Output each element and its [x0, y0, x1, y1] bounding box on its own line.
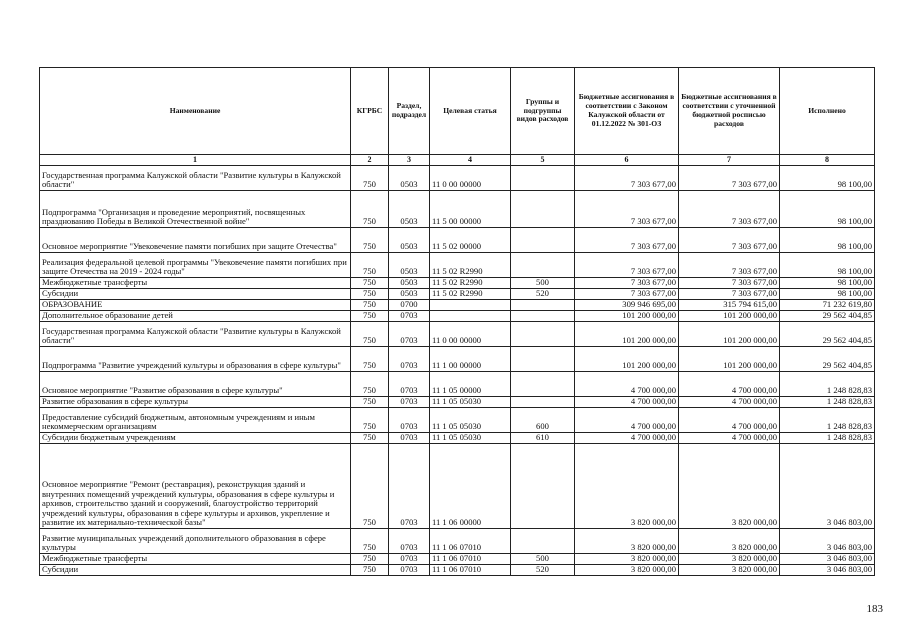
cell-law: 7 303 677,00	[575, 278, 679, 289]
cell-refined: 7 303 677,00	[679, 289, 780, 300]
table-row	[40, 444, 875, 529]
cell-group: 520	[511, 565, 575, 576]
cell-section: 0503	[389, 228, 430, 253]
cell-law: 101 200 000,00	[575, 347, 679, 372]
cell-section: 0703	[389, 554, 430, 565]
cell-executed: 3 046 803,00	[780, 565, 875, 576]
cell-section: 0503	[389, 166, 430, 191]
cell-section: 0703	[389, 372, 430, 397]
cell-section: 0703	[389, 444, 430, 529]
header-refined: Бюджетные ассигнования в соответствии с уточненной бюджетной росписью расходов	[679, 68, 780, 155]
table-row	[40, 300, 875, 311]
cell-section: 0503	[389, 278, 430, 289]
cell-target: 11 1 06 00000	[430, 444, 511, 529]
cell-target: 11 1 05 05030	[430, 408, 511, 433]
cell-law: 3 820 000,00	[575, 444, 679, 529]
cell-name: Предоставление субсидий бюджетным, автономным учреждениям и иным некоммерческим организациям	[40, 408, 351, 433]
column-number: 4	[430, 155, 511, 166]
cell-name: Субсидии	[40, 289, 351, 300]
column-number: 6	[575, 155, 679, 166]
cell-refined: 7 303 677,00	[679, 253, 780, 278]
cell-section: 0703	[389, 565, 430, 576]
table-row	[40, 166, 875, 191]
cell-law: 7 303 677,00	[575, 228, 679, 253]
table-row	[40, 311, 875, 322]
cell-group	[511, 300, 575, 311]
cell-law: 7 303 677,00	[575, 253, 679, 278]
cell-executed: 98 100,00	[780, 166, 875, 191]
cell-name: Подпрограмма "Организация и проведение мероприятий, посвященных празднованию Победы в Великой Отечественной войне"	[40, 191, 351, 228]
table-row	[40, 289, 875, 300]
cell-target: 11 1 06 07010	[430, 529, 511, 554]
cell-group	[511, 166, 575, 191]
cell-executed: 98 100,00	[780, 289, 875, 300]
cell-target: 11 0 00 00000	[430, 322, 511, 347]
cell-law: 7 303 677,00	[575, 166, 679, 191]
cell-kgrbs: 750	[351, 166, 389, 191]
cell-refined: 101 200 000,00	[679, 311, 780, 322]
cell-law: 4 700 000,00	[575, 433, 679, 444]
cell-group	[511, 347, 575, 372]
cell-law: 101 200 000,00	[575, 311, 679, 322]
cell-executed: 1 248 828,83	[780, 372, 875, 397]
cell-refined: 7 303 677,00	[679, 166, 780, 191]
cell-kgrbs: 750	[351, 433, 389, 444]
table-row	[40, 278, 875, 289]
table-row	[40, 253, 875, 278]
header-executed: Исполнено	[780, 68, 875, 155]
cell-name: Основное мероприятие "Развитие образования в сфере культуры"	[40, 372, 351, 397]
table-row	[40, 397, 875, 408]
cell-target	[430, 311, 511, 322]
column-number: 1	[40, 155, 351, 166]
cell-section: 0703	[389, 322, 430, 347]
cell-kgrbs: 750	[351, 278, 389, 289]
cell-group	[511, 372, 575, 397]
cell-name: Государственная программа Калужской области "Развитие культуры в Калужской области"	[40, 166, 351, 191]
cell-law: 3 820 000,00	[575, 565, 679, 576]
cell-kgrbs: 750	[351, 191, 389, 228]
table-row	[40, 529, 875, 554]
cell-executed: 29 562 404,85	[780, 322, 875, 347]
cell-group	[511, 322, 575, 347]
cell-executed: 71 232 619,80	[780, 300, 875, 311]
header-section: Раздел, подраздел	[389, 68, 430, 155]
cell-refined: 4 700 000,00	[679, 397, 780, 408]
cell-section: 0703	[389, 397, 430, 408]
cell-name: Основное мероприятие "Увековечение памяти погибших при защите Отечества"	[40, 228, 351, 253]
cell-section: 0703	[389, 408, 430, 433]
cell-law: 7 303 677,00	[575, 191, 679, 228]
cell-name: Межбюджетные трансферты	[40, 554, 351, 565]
cell-refined: 7 303 677,00	[679, 278, 780, 289]
cell-section: 0703	[389, 311, 430, 322]
cell-group: 520	[511, 289, 575, 300]
cell-refined: 315 794 615,00	[679, 300, 780, 311]
cell-kgrbs: 750	[351, 565, 389, 576]
budget-table	[39, 67, 875, 576]
cell-kgrbs: 750	[351, 554, 389, 565]
cell-kgrbs: 750	[351, 253, 389, 278]
cell-refined: 4 700 000,00	[679, 372, 780, 397]
header-kgrbs: КГРБС	[351, 68, 389, 155]
cell-executed: 98 100,00	[780, 253, 875, 278]
cell-executed: 29 562 404,85	[780, 347, 875, 372]
header-row	[40, 68, 875, 155]
table-body	[40, 166, 875, 576]
header-name: Наименование	[40, 68, 351, 155]
cell-section: 0703	[389, 347, 430, 372]
page-number: 183	[866, 603, 883, 615]
cell-kgrbs: 750	[351, 408, 389, 433]
column-number: 7	[679, 155, 780, 166]
column-number: 2	[351, 155, 389, 166]
cell-refined: 101 200 000,00	[679, 347, 780, 372]
cell-executed: 1 248 828,83	[780, 397, 875, 408]
cell-target: 11 1 05 00000	[430, 372, 511, 397]
cell-law: 101 200 000,00	[575, 322, 679, 347]
header-law: Бюджетные ассигнования в соответствии с Законом Калужской области от 01.12.2022 № 301-ОЗ	[575, 68, 679, 155]
cell-name: Дополнительное образование детей	[40, 311, 351, 322]
cell-law: 3 820 000,00	[575, 554, 679, 565]
cell-section: 0503	[389, 191, 430, 228]
cell-target: 11 5 02 R2990	[430, 278, 511, 289]
cell-target: 11 0 00 00000	[430, 166, 511, 191]
cell-kgrbs: 750	[351, 397, 389, 408]
table-row	[40, 433, 875, 444]
cell-name: ОБРАЗОВАНИЕ	[40, 300, 351, 311]
cell-law: 4 700 000,00	[575, 372, 679, 397]
cell-name: Межбюджетные трансферты	[40, 278, 351, 289]
cell-law: 4 700 000,00	[575, 397, 679, 408]
cell-law: 7 303 677,00	[575, 289, 679, 300]
cell-executed: 3 046 803,00	[780, 554, 875, 565]
cell-section: 0700	[389, 300, 430, 311]
cell-kgrbs: 750	[351, 228, 389, 253]
cell-kgrbs: 750	[351, 372, 389, 397]
cell-group	[511, 311, 575, 322]
cell-group	[511, 529, 575, 554]
cell-name: Субсидии бюджетным учреждениям	[40, 433, 351, 444]
header-group: Группы и подгруппы видов расходов	[511, 68, 575, 155]
cell-target: 11 1 06 07010	[430, 565, 511, 576]
table-row	[40, 372, 875, 397]
table-row	[40, 408, 875, 433]
column-number-row	[40, 155, 875, 166]
cell-kgrbs: 750	[351, 444, 389, 529]
cell-group: 610	[511, 433, 575, 444]
cell-executed: 98 100,00	[780, 278, 875, 289]
cell-group: 500	[511, 278, 575, 289]
cell-name: Развитие муниципальных учреждений дополнительного образования в сфере культуры	[40, 529, 351, 554]
cell-target: 11 5 02 R2990	[430, 289, 511, 300]
cell-name: Реализация федеральной целевой программы "Увековечение памяти погибших при защите Отечества на 2019 - 2024 годы"	[40, 253, 351, 278]
cell-name: Подпрограмма "Развитие учреждений культуры и образования в сфере культуры"	[40, 347, 351, 372]
cell-name: Субсидии	[40, 565, 351, 576]
column-number: 8	[780, 155, 875, 166]
cell-refined: 4 700 000,00	[679, 408, 780, 433]
cell-law: 309 946 695,00	[575, 300, 679, 311]
cell-target: 11 1 00 00000	[430, 347, 511, 372]
cell-refined: 3 820 000,00	[679, 565, 780, 576]
cell-target: 11 5 02 00000	[430, 228, 511, 253]
cell-kgrbs: 750	[351, 347, 389, 372]
cell-group	[511, 191, 575, 228]
cell-kgrbs: 750	[351, 529, 389, 554]
table-row	[40, 554, 875, 565]
cell-kgrbs: 750	[351, 300, 389, 311]
cell-name: Основное мероприятие "Ремонт (реставрация), реконструкция зданий и внутренних помещений учреждений культуры, образования в сфере культуры и архивов, строительство зданий и сооружений, благоустройство территорий учреждений культуры, образования в сфере культуры и архивов, укрепление и развитие их материально-технической базы"	[40, 444, 351, 529]
cell-section: 0703	[389, 529, 430, 554]
table-row	[40, 191, 875, 228]
header-target: Целевая статья	[430, 68, 511, 155]
cell-executed: 1 248 828,83	[780, 408, 875, 433]
cell-group	[511, 253, 575, 278]
cell-refined: 3 820 000,00	[679, 554, 780, 565]
column-number: 5	[511, 155, 575, 166]
table-row	[40, 228, 875, 253]
cell-target: 11 1 05 05030	[430, 433, 511, 444]
cell-group	[511, 397, 575, 408]
table-row	[40, 322, 875, 347]
cell-target: 11 1 05 05030	[430, 397, 511, 408]
cell-law: 3 820 000,00	[575, 529, 679, 554]
cell-executed: 1 248 828,83	[780, 433, 875, 444]
column-number: 3	[389, 155, 430, 166]
cell-section: 0503	[389, 253, 430, 278]
cell-refined: 3 820 000,00	[679, 529, 780, 554]
cell-executed: 3 046 803,00	[780, 444, 875, 529]
cell-kgrbs: 750	[351, 322, 389, 347]
cell-refined: 7 303 677,00	[679, 191, 780, 228]
cell-refined: 101 200 000,00	[679, 322, 780, 347]
cell-refined: 3 820 000,00	[679, 444, 780, 529]
table-row	[40, 347, 875, 372]
cell-kgrbs: 750	[351, 289, 389, 300]
cell-group: 600	[511, 408, 575, 433]
cell-executed: 98 100,00	[780, 228, 875, 253]
cell-group	[511, 228, 575, 253]
cell-law: 4 700 000,00	[575, 408, 679, 433]
cell-executed: 29 562 404,85	[780, 311, 875, 322]
cell-target: 11 5 02 R2990	[430, 253, 511, 278]
cell-refined: 7 303 677,00	[679, 228, 780, 253]
cell-name: Развитие образования в сфере культуры	[40, 397, 351, 408]
cell-group: 500	[511, 554, 575, 565]
cell-target	[430, 300, 511, 311]
cell-executed: 98 100,00	[780, 191, 875, 228]
cell-name: Государственная программа Калужской области "Развитие культуры в Калужской области"	[40, 322, 351, 347]
cell-executed: 3 046 803,00	[780, 529, 875, 554]
cell-section: 0503	[389, 289, 430, 300]
cell-refined: 4 700 000,00	[679, 433, 780, 444]
cell-section: 0703	[389, 433, 430, 444]
cell-kgrbs: 750	[351, 311, 389, 322]
cell-group	[511, 444, 575, 529]
cell-target: 11 5 00 00000	[430, 191, 511, 228]
table-row	[40, 565, 875, 576]
cell-target: 11 1 06 07010	[430, 554, 511, 565]
